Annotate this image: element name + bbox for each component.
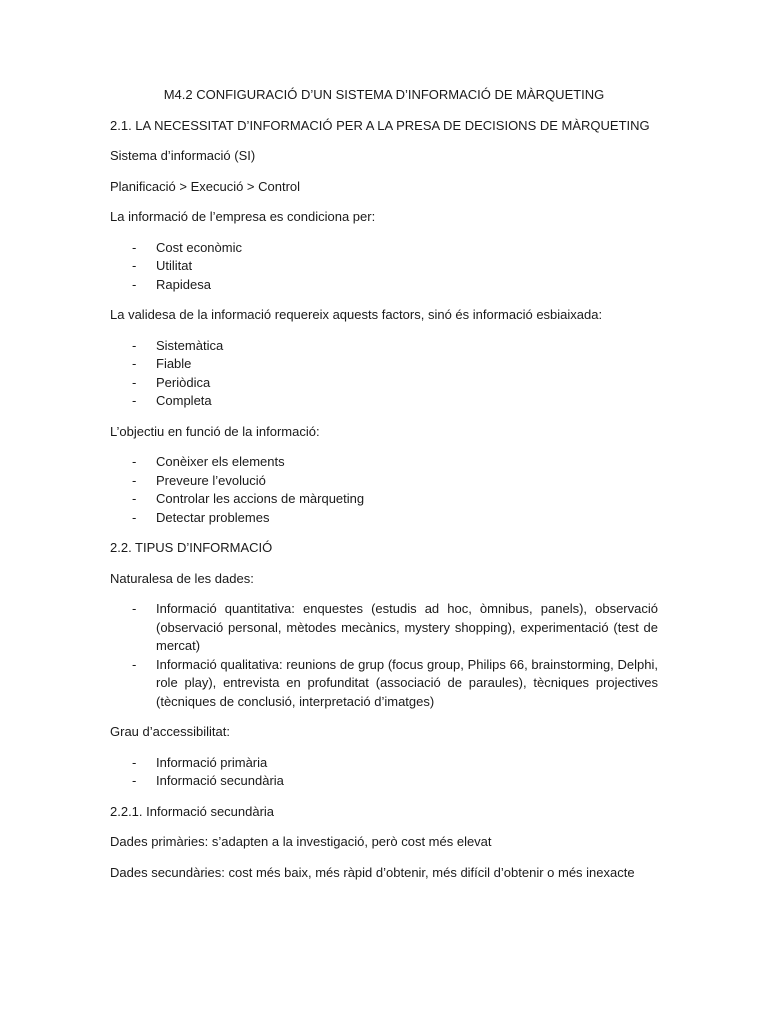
bullet-dash: - <box>132 656 137 672</box>
bullet-dash: - <box>132 374 137 390</box>
bullet-dash: - <box>132 773 137 788</box>
list-item: - Preveure l’evolució <box>110 472 658 491</box>
list-validity <box>110 337 658 411</box>
bullet-dash: - <box>132 491 137 506</box>
list-item: - Informació qualitativa: reunions de grup (focus group, Philips 66, brainstorming, Delphi, role play), entrevista en profunditat (associació de paraules), tècniques projectives (tècniques de conclusió, interpretació d’imatges) <box>132 656 658 709</box>
bullet-dash: - <box>132 356 137 371</box>
list-item: - Informació primària <box>110 754 658 773</box>
list-item: - Periòdica <box>110 374 658 393</box>
paragraph-conditioned-intro: La informació de l’empresa es condiciona per: <box>110 209 376 224</box>
list-item: - Cost econòmic <box>110 239 658 258</box>
list-item: - Utilitat <box>110 257 658 276</box>
section-heading-2-2: 2.2. TIPUS D’INFORMACIÓ <box>110 540 273 555</box>
list-item: - Detectar problemes <box>110 509 658 528</box>
paragraph-objective-intro: L’objectiu en funció de la informació: <box>110 423 320 439</box>
bullet-dash: - <box>132 454 137 469</box>
list-item: - Completa <box>110 392 658 411</box>
section-heading-2-2-1: 2.2.1. Informació secundària <box>110 803 275 819</box>
paragraph-cycle: Planificació > Execució > Control <box>110 178 301 194</box>
list-item: - Informació secundària <box>110 772 658 791</box>
list-item: - Sistemàtica <box>110 337 658 356</box>
bullet-dash: - <box>132 276 137 292</box>
bullet-dash: - <box>132 754 137 770</box>
paragraph-secondary-data: Dades secundàries: cost més baix, més ràpid d’obtenir, més difícil d’obtenir o més inexacte <box>110 864 635 880</box>
list-conditioned <box>110 239 658 295</box>
paragraph-access-intro: Grau d’accessibilitat: <box>110 724 230 739</box>
document-title: M4.2 CONFIGURACIÓ D’UN SISTEMA D’INFORMACIÓ DE MÀRQUETING <box>163 87 605 102</box>
paragraph-primary-data: Dades primàries: s’adapten a la investigació, però cost més elevat <box>110 834 492 849</box>
section-heading-2-1: 2.1. LA NECESSITAT D’INFORMACIÓ PER A LA PRESA DE DECISIONS DE MÀRQUETING <box>110 117 650 133</box>
list-item: - Informació quantitativa: enquestes (estudis ad hoc, òmnibus, panels), observació (observació personal, mètodes mecànics, mystery shopping), experimentació (test de mercat) <box>132 601 658 653</box>
list-item: - Controlar les accions de màrqueting <box>110 490 658 509</box>
bullet-dash: - <box>132 601 137 616</box>
bullet-dash: - <box>132 393 137 408</box>
bullet-dash: - <box>132 472 137 488</box>
bullet-dash: - <box>132 509 137 525</box>
list-item: - Fiable <box>110 355 658 374</box>
paragraph-si: Sistema d’informació (SI) <box>110 148 256 163</box>
list-item: - Conèixer els elements <box>110 453 658 472</box>
bullet-dash: - <box>132 239 137 255</box>
document-body <box>110 86 658 894</box>
list-nature <box>110 600 658 711</box>
list-objective <box>110 453 658 527</box>
bullet-dash: - <box>132 258 137 273</box>
list-item: - Rapidesa <box>110 276 658 295</box>
bullet-dash: - <box>132 337 137 353</box>
list-access <box>110 754 658 791</box>
paragraph-validity-intro: La validesa de la informació requereix aquests factors, sinó és informació esbiaixada: <box>110 307 603 322</box>
paragraph-nature-intro: Naturalesa de les dades: <box>110 570 254 586</box>
